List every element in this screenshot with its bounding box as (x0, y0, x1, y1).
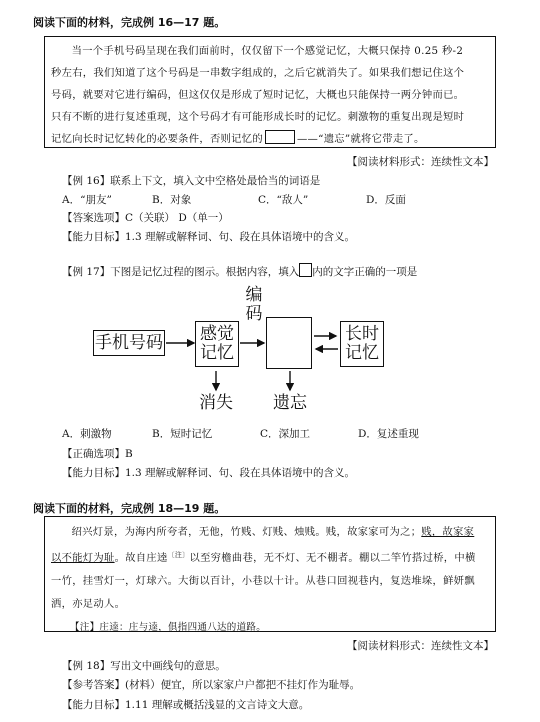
q16-answer: 【答案选项】C（关联） D（单一） (62, 212, 229, 224)
box-long-memory: 长时 记忆 (340, 321, 384, 367)
q17-option-a: A．刺激物 (62, 428, 112, 440)
underlined-sentence: 贱，故家家 (421, 526, 475, 538)
passage1-line: 号码，就要对它进行编码，但这仅仅是形成了短时记忆，大概也只能保持一两分钟而已。 (51, 89, 465, 101)
q18-stem: 【例 18】写出文中画线句的意思。 (62, 660, 226, 672)
passage2-line: 以不能灯为耻。故自庄逵$^{〔注〕}$以至穷檐曲巷，无不灯、无不棚者。棚以二竿竹搭过桥，中横 (51, 551, 476, 564)
q16-ability: 【能力目标】1.3 理解或解释词、句、段在具体语境中的含义。 (62, 231, 356, 243)
label-vanish: 消失 (199, 393, 233, 413)
form-label-2: 【阅读材料形式：连续性文本】 (347, 640, 494, 652)
q16-option-c: C．“敌人” (258, 194, 309, 206)
q17-option-c: C．深加工 (260, 428, 311, 440)
q16-option-d: D．反面 (366, 194, 406, 206)
section1-heading: 阅读下面的材料，完成例 16—17 题。 (33, 16, 226, 29)
underlined-sentence: 以不能灯为耻 (51, 552, 115, 564)
q16-stem: 【例 16】联系上下文，填入文中空格处最恰当的词语是 (62, 175, 321, 187)
passage2-line: 一竹，挂雪灯一，灯球六。大街以百计，小巷以十计。从巷口回视巷内，复迭堆垛，鲜妍飘 (51, 575, 475, 587)
passage1-text: 记忆向长时记忆转化的必要条件，否则记忆的 (51, 133, 263, 145)
form-label-1: 【阅读材料形式：连续性文本】 (347, 156, 494, 168)
passage1-line: 只有不断的进行复述重现，这个号码才有可能形成长时的记忆。刺激物的重复出现是短时 (51, 111, 465, 123)
label-encode: 编 码 (245, 285, 263, 324)
q17-option-d: D．复述重现 (358, 428, 419, 440)
passage2-note: 【注】庄逵：庄与逵，俱指四通八达的道路。 (70, 622, 267, 633)
passage1-line: 秒左右，我们知道了这个号码是一串数字组成的，之后它就消失了。如果我们想记住这个 (51, 67, 465, 79)
label-forget: 遗忘 (273, 393, 307, 413)
q17-stem: 【例 17】下图是记忆过程的图示。根据内容，填入 内的文字正确的一项是 (62, 263, 417, 279)
passage1-text: ——“遗忘”就将它带走了。 (296, 133, 425, 145)
q16-option-a: A．“朋友” (62, 194, 112, 206)
note-marker: 〔注〕 (167, 551, 190, 559)
box-phone-number: 手机号码 (93, 330, 165, 356)
q18-ability: 【能力目标】1.11 理解或概括浅显的文言诗文大意。 (62, 699, 310, 711)
q18-answer: 【参考答案】(材料）便宜，所以家家户户都把不挂灯作为耻辱。 (62, 679, 361, 691)
q16-option-b: B．对象 (152, 194, 192, 206)
passage-box-2 (44, 516, 496, 632)
passage2-line: 洒，亦足动人。 (51, 598, 126, 610)
box-short-memory-blank (266, 317, 312, 369)
q17-option-b: B．短时记忆 (152, 428, 213, 440)
q17-ability: 【能力目标】1.3 理解或解释词、句、段在具体语境中的含义。 (62, 467, 356, 479)
section2-heading: 阅读下面的材料，完成例 18—19 题。 (33, 502, 226, 515)
passage1-line: 当一个手机号码呈现在我们面前时，仅仅留下一个感觉记忆，大概只保持 0.25 秒-2 (71, 45, 464, 57)
q17-answer: 【正确选项】B (62, 448, 133, 460)
passage2-line: 绍兴灯景，为海内所夸者，无他，竹贱、灯贱、烛贱。贱，故家家可为之；贱，故家家 (71, 526, 475, 538)
box-sensory-memory: 感觉 记忆 (195, 321, 239, 367)
